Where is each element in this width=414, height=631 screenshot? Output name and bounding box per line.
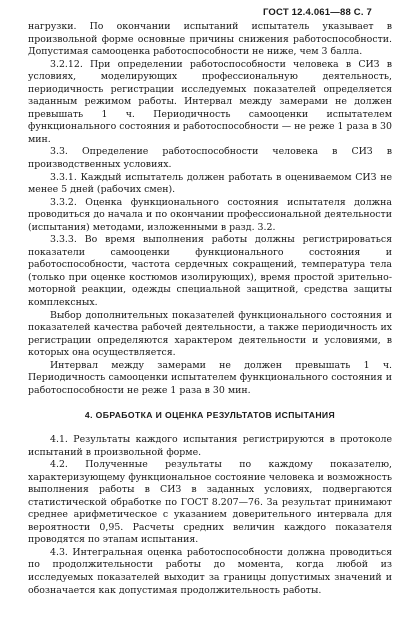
paragraph-interval: Интервал между замерами не должен превышать 1 ч. Периодичность самооценки испытателем функционального состояния и работоспособности не реже 1 раза в 30 мин. (28, 359, 392, 396)
page-header: ГОСТ 12.4.061—88 С. 7 (262, 7, 372, 18)
paragraph-selection: Выбор дополнительных показателей функционального состояния и показателей качества рабочей деятельности, а также периодичность их регистрации определяются характером деятельности и условиями, в которых она осуществляется. (28, 309, 392, 359)
paragraph-3-2-12: 3.2.12. При определении работоспособности человека в СИЗ в условиях, моделирующих профессиональную деятельность, периодичность регистрации исследуемых показателей определяется заданным режимом работы. Интервал между замерами не должен превышать 1 ч. Периодичность самооценки испытателем функционального состояния и работоспособности — не реже 1 раза в 30 мин. (28, 58, 392, 145)
section-heading-4: 4. ОБРАБОТКА И ОЦЕНКА РЕЗУЛЬТАТОВ ИСПЫТАНИЯ (84, 410, 336, 421)
paragraph-continuation: нагрузки. По окончании испытаний испытатель указывает в произвольной форме основные причины снижения работоспособности. Допустимая самооценка работоспособности не ниже, чем 3 балла. (28, 21, 392, 58)
paragraph-4-1: 4.1. Результаты каждого испытания регистрируются в протоколе испытаний в произвольной форме. (28, 433, 392, 458)
paragraph-3-3-3: 3.3.3. Во время выполнения работы должны регистрироваться показатели самооценки функционального состояния и работоспособности, частота сердечных сокращений, температура тела (только при оценке костюмов изолирующих), время простой зрительно-моторной реакции, одежды специальной защитной, средства защиты комплексных. (28, 234, 392, 309)
paragraph-3-3-2: 3.3.2. Оценка функционального состояния испытателя должна проводиться до начала и по окончании профессиональной деятельности (испытания) методами, изложенными в разд. 3.2. (28, 196, 392, 233)
paragraph-4-3: 4.3. Интегральная оценка работоспособности должна проводиться по продолжительности работы до момента, когда любой из исследуемых показателей выходит за границы допустимых значений и обозначается как допустимая продолжительность работы. (28, 546, 392, 596)
paragraph-3-3: 3.3. Определение работоспособности человека в СИЗ в производственных условиях. (28, 146, 392, 171)
paragraph-4-2: 4.2. Полученные результаты по каждому показателю, характеризующему функциональное состояние человека и возможность выполнения работы в СИЗ в заданных условиях, подвергаются статистической обработке по ГОСТ 8.207—76. За результат принимают среднее арифметическое с указанием доверительного интервала для вероятности 0,95. Расчеты средних величин каждого показателя проводятся по этапам испытания. (28, 459, 392, 546)
paragraph-3-3-1: 3.3.1. Каждый испытатель должен работать в оцениваемом СИЗ не менее 5 дней (рабочих смен). (28, 171, 392, 196)
body-text (28, 21, 392, 597)
